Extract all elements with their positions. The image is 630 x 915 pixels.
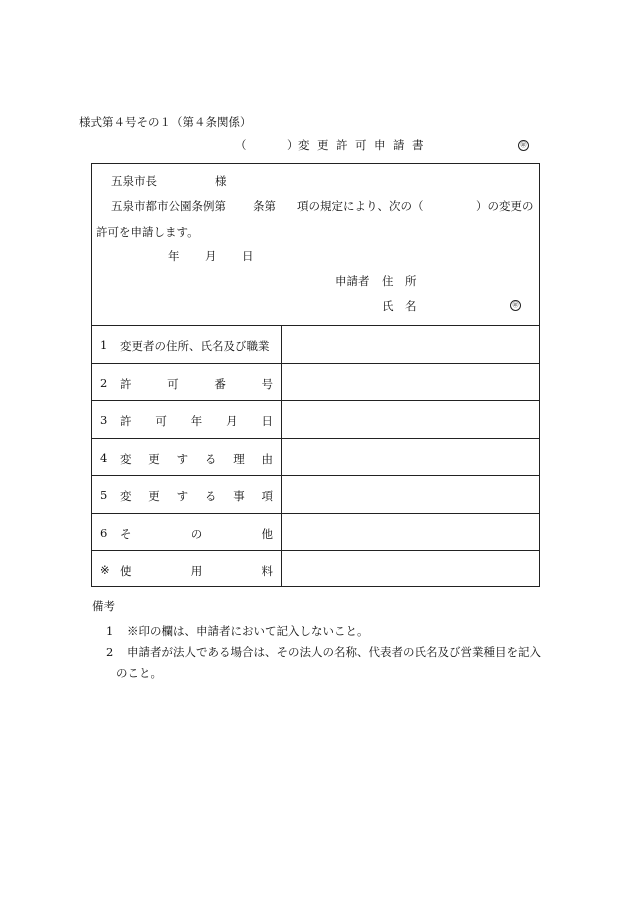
row-label-char: 変 [120,452,132,466]
row-label-char: 番 [214,377,226,391]
address-label-char: 所 [405,274,417,288]
row-label-char: 事 [233,489,245,503]
notes-heading: 備考 [92,599,115,613]
table-row-label [100,413,273,427]
row-divider [91,363,540,364]
row-label-char: 使 [120,564,132,578]
row-label-char: 由 [261,452,273,466]
row-divider [91,550,540,551]
honorific: 様 [215,174,227,188]
row-label-char: る [204,452,217,466]
table-row-label [100,488,273,502]
row-number: ※ [100,563,110,577]
body-text-part: 五泉市都市公園条例第 [111,199,226,213]
column-divider [281,325,282,587]
name-label-char: 名 [405,299,417,313]
body-text-part: 項の規定により、次の（ [297,199,424,213]
row-label-char: 更 [148,452,160,466]
row-number: 2 [100,376,108,390]
table-row-label [100,376,273,390]
row-label-char: 他 [261,527,273,541]
row-number: 4 [100,451,108,465]
row-label-char: す [176,489,189,503]
name-label-char: 氏 [382,299,394,313]
row-label-char: 年 [190,414,203,428]
body-text-line2: 許可を申請します。 [96,225,199,239]
note-text: 申請者が法人である場合は、その法人の名称、代表者の氏名及び営業種目を記入 [127,645,541,659]
row-divider [91,400,540,401]
note-number: 2 [106,645,114,659]
row-label-char: 理 [233,452,245,466]
row-label-char: 用 [190,564,203,578]
row-label-char: そ [120,527,132,541]
title-char: 可 [355,138,367,152]
row-label-char: 可 [167,377,179,391]
title-char: 許 [336,138,348,152]
row-number: 1 [100,338,108,352]
table-row-label [100,563,273,577]
row-label-char: 可 [155,414,167,428]
title-seal-icon: ㊞ [518,140,529,151]
row-label-char: の [190,527,203,541]
row-label-char: す [176,452,189,466]
applicant-label: 申請者 [335,274,370,288]
row-label-char: 更 [148,489,160,503]
row-number: 5 [100,488,108,502]
title-char: 書 [412,138,424,152]
row-label-char: る [204,489,217,503]
row-label-char: 月 [226,414,238,428]
note-text-continued: のこと。 [116,666,162,680]
title-paren-close: ） [287,138,299,152]
date-day: 日 [242,249,254,263]
body-text-part: ）の変更の [476,199,534,213]
note-text: ※印の欄は、申請者において記入しないこと。 [127,624,369,638]
date-year: 年 [168,249,180,263]
row-label-char: 項 [261,489,273,503]
applicant-seal-icon: ㊞ [510,300,521,311]
row-label-char: 許 [120,414,132,428]
title-paren-open: （ [235,138,247,152]
body-text-part: 条第 [253,199,276,213]
row-divider [91,438,540,439]
row-number: 6 [100,526,108,540]
row-label-char: 料 [261,564,273,578]
address-label-char: 住 [382,274,394,288]
row-label-text: 変更者の住所、氏名及び職業 [120,339,270,353]
row-number: 3 [100,413,108,427]
title-char: 変 [298,138,310,152]
row-divider [91,475,540,476]
row-label-char: 許 [120,377,132,391]
table-row-label [100,451,273,465]
row-label-char: 号 [261,377,273,391]
title-char: 申 [374,138,386,152]
title-char: 更 [317,138,329,152]
title-char: 請 [393,138,405,152]
table-row-label [100,338,273,352]
addressee: 五泉市長 [111,174,157,188]
form-number: 様式第４号その１（第４条関係） [79,115,252,129]
date-month: 月 [205,249,217,263]
row-divider [91,513,540,514]
row-label-char: 変 [120,489,132,503]
row-label-char: 日 [261,414,273,428]
row-divider [91,325,540,326]
table-row-label [100,526,273,540]
note-number: 1 [106,624,114,638]
